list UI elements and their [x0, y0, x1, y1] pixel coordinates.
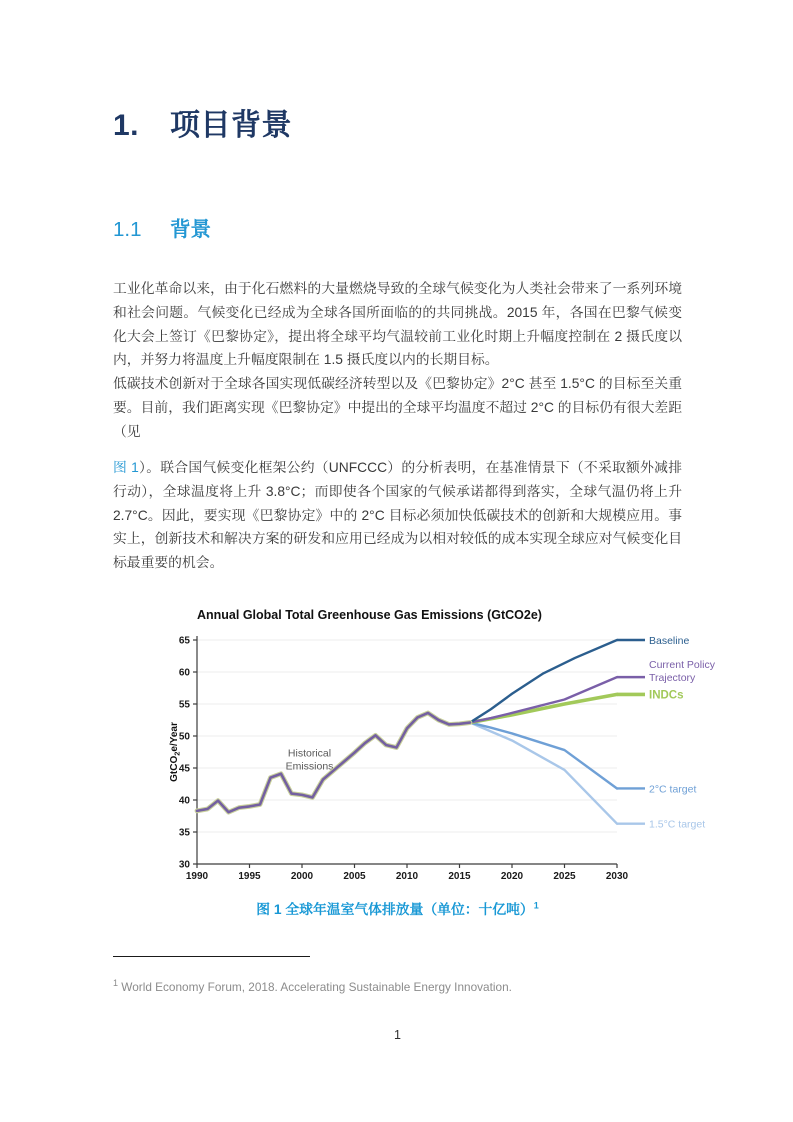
series-label: Current Policy [649, 659, 715, 672]
page-title [113, 108, 292, 144]
series-label: 2°C target [649, 783, 697, 796]
series-label: Baseline [649, 635, 690, 647]
svg-text:2010: 2010 [395, 871, 419, 882]
svg-text:65: 65 [178, 635, 190, 647]
emissions-chart [160, 602, 728, 894]
svg-text:2000: 2000 [290, 871, 314, 882]
footnote-ref: 1 [113, 978, 119, 988]
svg-text:2005: 2005 [343, 871, 366, 882]
svg-text:2020: 2020 [500, 871, 524, 882]
emissions-chart-svg [160, 602, 728, 894]
section-number: 1.1 [113, 218, 142, 241]
paragraph-2: 低碳技术创新对于全球各国实现低碳经济转型以及《巴黎协定》2°C 甚至 1.5°C 的目标至关重要。目前，我们距离实现《巴黎协定》中提出的全球平均温度不超过 2°C 的目标仍有很大差距（见 [113, 376, 682, 439]
paragraph-1: 工业化革命以来，由于化石燃料的大量燃烧导致的全球气候变化为人类社会带来了一系列环境和社会问题。气候变化已经成为全球各国所面临的的共同挑战。2015 年，各国在巴黎气候变化大会上签订《巴黎协定》，提出将全球平均气温较前工业化时期上升幅度控制在 2 摄氏度以内，并努力将温度上升幅度限制在 1.5 摄氏度以内的长期目标。 [113, 281, 682, 368]
svg-text:35: 35 [178, 827, 190, 839]
footnote-separator [113, 956, 310, 957]
figure-1-crossref-link[interactable]: 图 1 [113, 460, 139, 475]
figure-1-caption [113, 898, 682, 918]
footnote-text: World Economy Forum, 2018. Accelerating Sustainable Energy Innovation. [121, 979, 512, 994]
series-label: 1.5°C target [649, 818, 706, 831]
svg-text:50: 50 [178, 731, 190, 743]
heading-text: 项目背景 [170, 109, 292, 142]
svg-text:40: 40 [178, 795, 190, 807]
series-label: Trajectory [649, 672, 696, 685]
svg-text:2025: 2025 [553, 871, 576, 882]
svg-text:1990: 1990 [185, 871, 209, 882]
footnote [113, 975, 682, 996]
paragraph-3-text: ）。联合国气候变化框架公约（UNFCCC）的分析表明，在基准情景下（不采取额外减排行动），全球温度将上升 3.8°C；而即使各个国家的气候承诺都得到落实，全球气温仍将上升 2.7°C。因此，要实现《巴黎协定》中的 2°C 目标必须加快低碳技术的创新和大规模应用。事实上，创新技术和解决方案的研发和应用已经成为以相对较低的成本实现全球应对气候变化目标最重要的机会。 [113, 460, 682, 571]
page-number: 1 [394, 1028, 401, 1042]
series-label: INDCs [649, 689, 684, 702]
caption-footnote-ref[interactable]: 1 [533, 900, 539, 911]
svg-text:60: 60 [178, 667, 190, 679]
svg-text:Historical: Historical [287, 747, 332, 760]
section-text: 背景 [170, 218, 211, 241]
svg-text:30: 30 [178, 859, 190, 871]
section-title [113, 218, 211, 243]
svg-text:2030: 2030 [605, 871, 629, 882]
svg-text:1995: 1995 [238, 871, 261, 882]
svg-text:45: 45 [178, 763, 190, 775]
svg-text:2015: 2015 [448, 871, 471, 882]
svg-text:Emissions: Emissions [285, 760, 334, 773]
svg-text:GtCO2e/Year: GtCO$_2$e/Year [169, 722, 182, 782]
figure-caption-text: 图 1 全球年温室气体排放量（单位：十亿吨） [256, 902, 534, 917]
paragraph-3 [113, 456, 682, 575]
svg-text:Annual Global Total Greenhouse: Annual Global Total Greenhouse Gas Emissions (GtCO2e) [197, 608, 542, 622]
heading-number: 1. [113, 109, 140, 142]
svg-text:55: 55 [178, 699, 190, 711]
